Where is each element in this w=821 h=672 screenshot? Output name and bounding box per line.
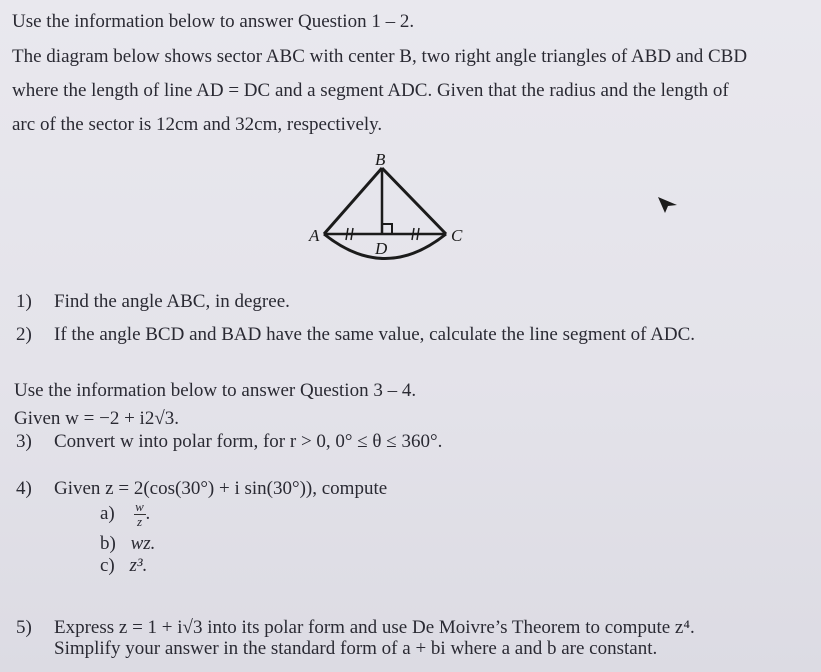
q4b-label: b) bbox=[100, 533, 116, 554]
q2-text: If the angle BCD and BAD have the same value, calculate the line segment of ADC. bbox=[54, 324, 696, 345]
question-2 bbox=[16, 324, 695, 346]
question-4 bbox=[16, 478, 387, 500]
q4c-label: c) bbox=[100, 555, 115, 576]
q4-part-a: a) $\frac{w}{z}$ . bbox=[100, 499, 151, 529]
q4-part-b bbox=[100, 533, 155, 555]
tick-dc-1 bbox=[412, 228, 414, 240]
given-w: Given w = −2 + i2√3. bbox=[14, 408, 180, 429]
right-angle-mark bbox=[382, 224, 392, 234]
q2-number: 2) bbox=[16, 324, 32, 345]
q4-part-c bbox=[100, 555, 147, 577]
fraction-numerator: w bbox=[135, 499, 144, 514]
question-5 bbox=[16, 617, 695, 639]
label-c: C bbox=[451, 226, 463, 245]
fraction-denominator: z bbox=[136, 514, 143, 529]
q4-text: Given z = 2(cos(30°) + i sin(30°)), compute bbox=[54, 478, 388, 499]
label-b: B bbox=[375, 150, 386, 169]
q1-text: Find the angle ABC, in degree. bbox=[54, 291, 290, 312]
intro1-header: Use the information below to answer Question 1 – 2. bbox=[12, 11, 415, 32]
label-d: D bbox=[375, 239, 388, 258]
tick-ad-2 bbox=[351, 228, 353, 240]
tick-ad-1 bbox=[346, 228, 348, 240]
side-ba bbox=[324, 168, 382, 234]
sector-diagram bbox=[296, 148, 486, 268]
question-1 bbox=[16, 291, 290, 313]
q5-line-2: Simplify your answer in the standard form of a + bi where a and b are constant. bbox=[54, 638, 658, 659]
label-a: A bbox=[309, 226, 320, 245]
cursor-icon bbox=[657, 196, 679, 214]
question-3 bbox=[16, 431, 442, 453]
q3-number: 3) bbox=[16, 431, 32, 452]
q4-number: 4) bbox=[16, 478, 32, 499]
q4a-label: a) bbox=[100, 502, 115, 524]
tick-dc-2 bbox=[417, 228, 419, 240]
q4b-text: wz. bbox=[130, 533, 156, 554]
q5-line-1: Express z = 1 + i√3 into its polar form and use De Moivre’s Theorem to compute z⁴. bbox=[54, 617, 695, 638]
w-over-z-fraction bbox=[134, 501, 146, 528]
q4c-text: z³. bbox=[129, 555, 148, 576]
q1-number: 1) bbox=[16, 291, 32, 312]
intro2-header: Use the information below to answer Question 3 – 4. bbox=[14, 380, 417, 401]
q5-number: 5) bbox=[16, 617, 32, 638]
intro1-paragraph-line-1: The diagram below shows sector ABC with center B, two right angle triangles of ABD and CBD bbox=[12, 46, 748, 67]
intro1-paragraph-line-3: arc of the sector is 12cm and 32cm, respectively. bbox=[12, 114, 383, 135]
intro1-paragraph-line-2: where the length of line AD = DC and a segment ADC. Given that the radius and the length of bbox=[12, 80, 729, 101]
q3-text: Convert w into polar form, for r > 0, 0° ≤ θ ≤ 360°. bbox=[54, 431, 443, 452]
